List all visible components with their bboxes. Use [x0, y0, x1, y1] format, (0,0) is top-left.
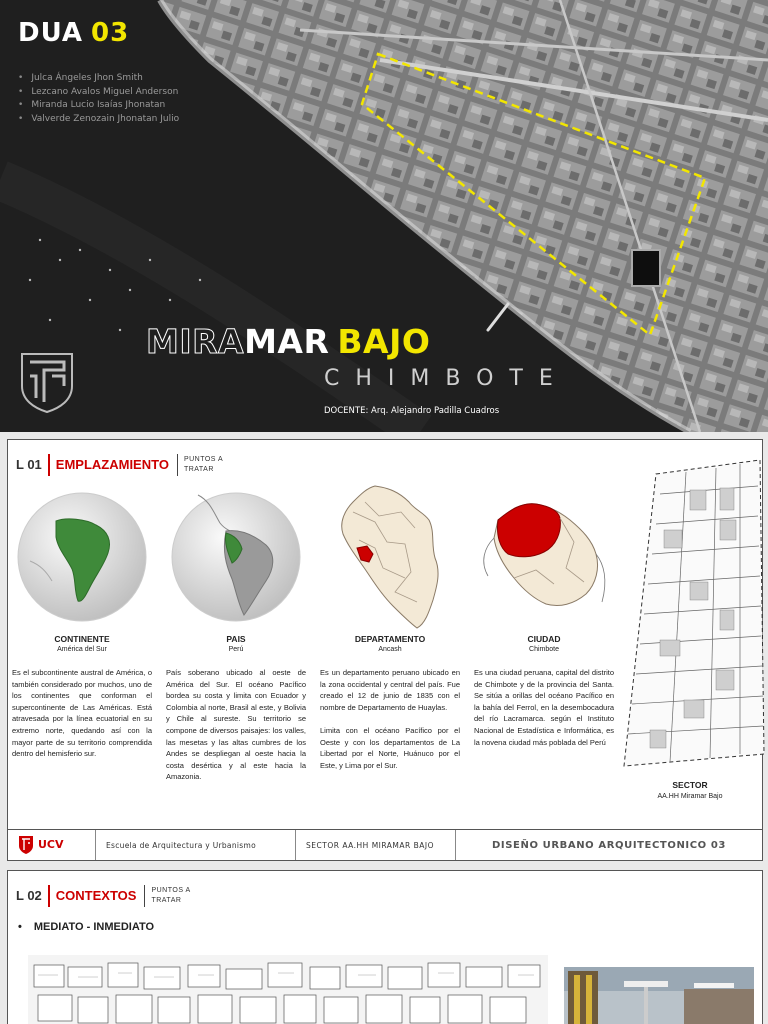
sector-plan-map — [620, 454, 766, 774]
context-photo — [564, 967, 754, 1024]
column-ciudad — [474, 482, 614, 748]
project-title-outline: MIRA — [146, 322, 245, 361]
lamina-header — [16, 883, 205, 909]
lamina-title: CONTEXTOS — [50, 885, 146, 907]
column-continente — [12, 482, 152, 760]
column-label: PAIS — [226, 634, 246, 644]
column-desc: Es el subcontinente austral de América, o también considerado por muchos, uno de los continentes que conforman el supercontinente de Las Américas. Está atravesada por la línea ecuatorial en su extremo norte, quedando así con la mayor parte de su territorio comprendida dentro del hemisferio sur. — [12, 668, 152, 759]
column-sub: Perú — [228, 646, 244, 653]
globe-south-america-icon — [12, 482, 152, 632]
lamina-subtitle: PUNTOS A TRATAR — [151, 887, 191, 904]
course-name: DISEÑO URBANO ARQUITECTONICO 03 — [492, 839, 726, 851]
column-desc: Es un departamento peruano ubicado en la zona occidental y central del país. Fue creado el 12 de junio de 1835 con el nombre de Departamento de Huaylas. Limita con el océano Pacífico por el Oeste y con los departamentos de La Libertad por el Norte, Huánuco por el Este, y Lima por el Sur. — [320, 668, 460, 770]
lamina-subtitle: PUNTOS A TRATAR — [183, 456, 223, 473]
column-desc: País soberano ubicado al oeste de América del Sur. El océano Pacífico bordea su costa y limita con Ecuador y Colombia al norte, Brasil al este, y Bolivia y Chile al sureste. Su territorio se compone de diversos paisajes: los valles, las mesetas y las altas cumbres de los Andes se despliegan al oeste hacia la costa desértica y al este hacia la Amazonia. — [166, 668, 306, 782]
context-street-map — [28, 955, 548, 1024]
school-name: Escuela de Arquitectura y Urbanismo — [96, 830, 296, 860]
column-sub: Ancash — [378, 646, 402, 653]
lamina-number: L 01 — [16, 454, 50, 476]
sector-name: SECTOR AA.HH MIRAMAR BAJO — [296, 830, 456, 860]
column-sub: América del Sur — [57, 646, 107, 653]
cover-section — [0, 0, 768, 432]
author-item: • Valverde Zenozain Jhonatan Julio — [18, 113, 179, 127]
lamina-number: L 02 — [16, 885, 50, 907]
ucv-shield-icon — [18, 835, 34, 855]
lamina-emplazamiento — [7, 439, 763, 861]
lamina-header — [16, 452, 238, 478]
ucv-text: UCV — [38, 838, 64, 851]
lamina-title: EMPLAZAMIENTO — [50, 454, 178, 476]
globe-peru-icon — [166, 482, 306, 632]
author-item: • Miranda Lucio Isaías Jhonatan — [18, 99, 179, 113]
column-departamento — [320, 482, 460, 771]
project-title — [146, 322, 430, 361]
context-bullet: • MEDIATO - INMEDIATO — [18, 921, 154, 933]
column-pais — [166, 482, 306, 783]
authors-list — [18, 72, 179, 126]
university-shield-icon — [20, 352, 74, 414]
sector-sub: AA.HH Miramar Bajo — [657, 793, 723, 800]
lamina-contextos — [7, 870, 763, 1024]
project-title-accent: BAJO — [337, 322, 431, 361]
project-title-solid: MAR — [244, 322, 330, 361]
column-desc: Es una ciudad peruana, capital del distrito de Chimbote y de la provincia del Santa. Se sitúa a orillas del océano Pacífico en la bahía del Ferrol, en la desembocadura del río Lacramarca. según el Instituto Nacional de Estadística e Informática, es la novena ciudad más poblada del Perú — [474, 668, 614, 747]
docente-line: DOCENTE: Arq. Alejandro Padilla Cuadros — [324, 406, 500, 416]
column-label: CONTINENTE — [54, 634, 110, 644]
sector-label: SECTOR — [672, 780, 708, 790]
title-block-footer — [7, 829, 763, 861]
ancash-map-icon — [474, 482, 614, 632]
course-code-letter-a: A — [61, 18, 84, 48]
column-label: DEPARTAMENTO — [354, 634, 426, 644]
column-sub: Chimbote — [529, 646, 559, 653]
author-item: • Julca Ángeles Jhon Smith — [18, 72, 179, 86]
course-code-number: 03 — [91, 18, 130, 48]
ucv-logo — [8, 830, 96, 860]
column-label: CIUDAD — [527, 634, 561, 644]
course-code — [18, 18, 129, 48]
peru-map-icon — [320, 482, 460, 632]
author-item: • Lezcano Avalos Miguel Anderson — [18, 86, 179, 100]
course-code-letters: DU — [18, 18, 62, 48]
city-name: CHIMBOTE — [324, 366, 569, 391]
